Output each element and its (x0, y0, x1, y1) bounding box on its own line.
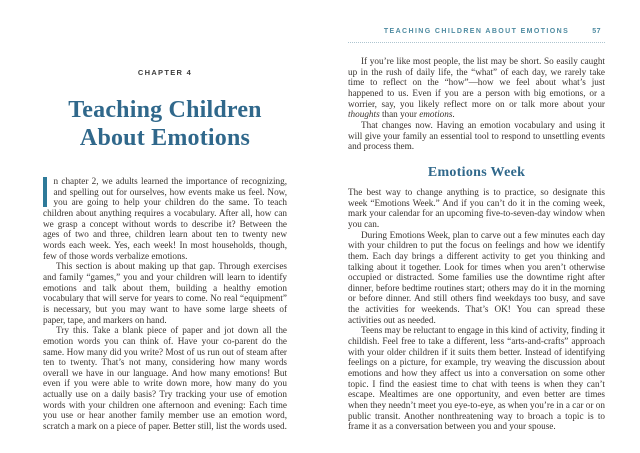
text-run: During Emotions Week, plan to carve out a few minutes each day with your children to put the focus on feelings and how we identify them. Each day brings a different activity to get you thinking and talking about it together. Look for times when you aren’t otherwise occupied or distracted. Some families use the downtime right after dinner, before bedtime routines start; others may do it in the morning or before dinner. And still others find weekdays too busy, and save the activities for weekends. That’s OK! You can spread these activities out as needed. (348, 229, 605, 325)
text-run: . (452, 109, 455, 120)
text-run: Teens may be reluctant to engage in this kind of activity, finding it childish. Feel free to take a different, less “arts-and-crafts” approach with your older children if it suits them better. Instead of identifying feelings on a picture, for example, try weaving the discussion about emotions and how they affect us into a conversation on some other topic. I find the easiest time to chat with teens is when they can’t escape. Mealtimes are one opportunity, and even better are times when they needn’t meet you eye-to-eye, as when you’re in a car or on public transit. Another nonthreatening way to broach a topic is to frame it as a conversation between you and your spouse. (348, 325, 605, 432)
left-page-body (43, 176, 287, 432)
chapter-title-line2: About Emotions (79, 124, 251, 151)
paragraph (348, 230, 605, 326)
paragraph (43, 176, 287, 261)
text-run: than your (379, 109, 420, 120)
right-page (348, 0, 605, 453)
paragraph (348, 325, 605, 432)
right-body-section (348, 187, 605, 432)
text-run: The best way to change anything is to practice, so designate this week “Emotions Week.” And if you can’t do it in the coming week, mark your calendar for an upcoming five-to-seven-day window when you can. (348, 186, 605, 229)
text-run: Try this. Take a blank piece of paper and jot down all the emotion words you can think of. Have your co-parent do the same. How many did you write? Most of us run out of steam after ten to twenty. That’s not many, considering how many words overall we have in our language. And how many emotions! But even if you were able to write down more, how many do you actually use on a daily basis? Try tracking your use of emotion words with your children one afternoon and evening: Each time you use or hear another family member use an emotion word, scratch a mark on a piece of paper. Better still, list the words used. (43, 325, 287, 432)
chapter-label: CHAPTER 4 (137, 68, 193, 77)
text-run: That changes now. Having an emotion vocabulary and using it will give your family an essential tool to respond to unsettling events and process them. (348, 119, 605, 152)
section-heading: Emotions Week (427, 164, 526, 180)
text-run: n chapter 2, we adults learned the importance of recognizing, and spelling out for ourselves, how events make us feel. Now, you are going to help your children do the same. To teach children about anything requires a vocabulary. After all, how can we grasp a concept without words to describe it? Between the ages of two and three, children learn about ten to twenty new words each week. Yes, each week! In most households, though, few of those words verbalize emotions. (43, 176, 287, 261)
right-body-top (348, 56, 605, 152)
running-header-title: TEACHING CHILDREN ABOUT EMOTIONS (383, 28, 570, 35)
paragraph (348, 187, 605, 230)
running-header (348, 28, 605, 43)
text-run: This section is about making up that gap. Through exercises and family “games,” you and your children will learn to identify emotions and talk about them, building a healthy emotion vocabulary that will serve for years to come. No real “equipment” is necessary, but you may want to have some large sheets of paper, tape, and markers on hand. (43, 261, 287, 325)
left-page (43, 0, 287, 453)
chapter-title-line1: Teaching Children (68, 97, 262, 123)
text-run: If you’re like most people, the list may be short. So easily caught up in the rush of daily life, the “what” of each day, we rarely take time to reflect on the “how”—how we feel about what’s just happened to us. Even if you are a person with big emotions, or a worrier, say, you likely reflect more on or talk more about your (348, 56, 605, 109)
paragraph (43, 261, 287, 325)
italic-text-run: emotions (419, 109, 453, 120)
chapter-title (43, 97, 287, 152)
page-number: 57 (592, 28, 601, 35)
italic-text-run: thoughts (348, 109, 380, 120)
paragraph (348, 56, 605, 120)
paragraph (43, 325, 287, 432)
drop-cap-i (43, 177, 47, 207)
paragraph (348, 120, 605, 152)
right-page-body (348, 56, 605, 432)
